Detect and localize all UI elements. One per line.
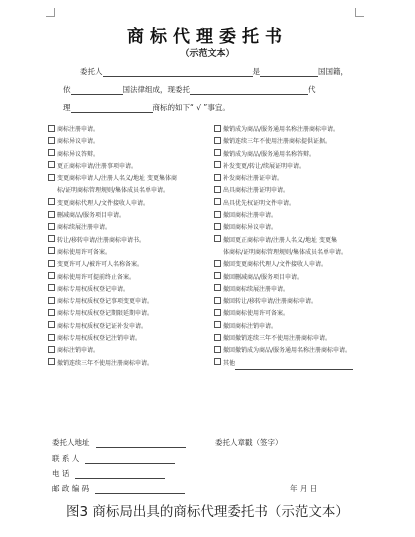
right-checklist-item-label: 其他 — [223, 359, 236, 367]
trademark-line — [63, 102, 230, 113]
checkbox-icon[interactable] — [48, 334, 55, 341]
left-checklist-item-label: 变更商标代理人/文件接收人申请。 — [57, 199, 150, 207]
commission-label: 国法律组成，现委托 — [122, 85, 190, 94]
right-checklist-item[interactable] — [214, 308, 379, 320]
right-checklist-item[interactable] — [214, 124, 379, 136]
right-checklist-item[interactable] — [214, 161, 379, 173]
left-checklist-item-label: 变更商标申请人/注册人名义/地址 变更集体商 — [57, 175, 177, 183]
checkbox-icon[interactable] — [48, 125, 55, 132]
date-label: 年 月 日 — [290, 484, 318, 493]
postcode-label: 邮 政 编 码 — [52, 484, 90, 493]
checkbox-icon[interactable] — [48, 161, 55, 168]
right-checklist-item-label: 出具优先权证明文件申请。 — [223, 199, 296, 207]
contact-row — [52, 453, 175, 464]
left-checklist-item-label: 变更许可人/被许可人名称备案。 — [57, 261, 144, 269]
left-checklist-item-label: 更正商标申请/注册事项申请。 — [57, 162, 138, 170]
checkbox-icon[interactable] — [48, 247, 55, 254]
checkbox-icon[interactable] — [48, 235, 55, 242]
left-checklist-item[interactable] — [48, 321, 213, 333]
left-checklist-item-label: 商标专用权质权登记申请。 — [57, 285, 130, 293]
right-checklist-item-label: 撤回商标注册申请。 — [223, 212, 278, 220]
contact-blank[interactable] — [85, 455, 175, 464]
left-checklist-item[interactable] — [48, 358, 213, 370]
checkbox-icon[interactable] — [48, 358, 55, 365]
address-row — [52, 437, 186, 448]
right-checklist-item-label: 撤回删减商品/服务项目申请。 — [223, 273, 304, 281]
country-law-blank[interactable] — [71, 86, 123, 95]
checkbox-icon[interactable] — [48, 321, 55, 328]
figure-caption: 图3 商标局出具的商标代理委托书（示范文本） — [66, 504, 349, 520]
right-checklist-item[interactable] — [214, 222, 379, 234]
document-subtitle: （示范文本） — [180, 49, 235, 59]
left-checklist-item-label: 商标注销申请。 — [57, 347, 100, 355]
phone-row — [52, 468, 165, 479]
checkbox-icon[interactable] — [48, 284, 55, 291]
checkbox-icon[interactable] — [214, 272, 221, 279]
left-checklist-item-label: 商标使用许可提前终止备案。 — [57, 273, 136, 281]
checkbox-icon[interactable] — [48, 174, 55, 181]
phone-label: 电 话 — [52, 469, 70, 478]
nationality-blank[interactable] — [260, 68, 318, 77]
left-checklist — [48, 124, 213, 370]
principal-label: 委托人 — [80, 67, 103, 76]
checkbox-icon[interactable] — [214, 309, 221, 316]
right-checklist-item-label: 撤回撤销连续三年不使用注册商标申请。 — [223, 335, 332, 343]
left-checklist-item[interactable] — [48, 272, 213, 284]
checkbox-icon[interactable] — [48, 346, 55, 353]
left-checklist-item-label: 删减商品/服务项目申请。 — [57, 212, 126, 220]
checkbox-icon[interactable] — [214, 198, 221, 205]
principal-line — [80, 66, 348, 77]
checkbox-icon[interactable] — [214, 284, 221, 291]
right-checklist-item-label: 出具商标注册证明申请。 — [223, 187, 290, 195]
right-checklist-item[interactable] — [214, 210, 379, 222]
checkbox-icon[interactable] — [214, 235, 221, 242]
right-checklist-item[interactable] — [214, 358, 379, 370]
right-checklist-item-label: 撤回转让/移转申请/注册商标申请。 — [223, 298, 318, 306]
checkbox-icon[interactable] — [214, 260, 221, 267]
checkbox-icon[interactable] — [214, 346, 221, 353]
checkbox-icon[interactable] — [48, 260, 55, 267]
agent-name-blank[interactable] — [190, 86, 308, 95]
right-checklist-item — [214, 247, 379, 259]
right-checklist-item-label: 撤回撤销成为商品/服务通用名称注册商标申请。 — [223, 347, 352, 355]
postcode-blank[interactable] — [95, 485, 185, 494]
left-checklist-item-label: 商标专用权质权登记期限延期申请。 — [57, 310, 154, 318]
left-checklist-item[interactable] — [48, 198, 213, 210]
checkbox-icon[interactable] — [48, 198, 55, 205]
right-checklist-item-label: 撤销连续三年不使用注册商标提供证据。 — [223, 138, 332, 146]
right-checklist-item[interactable] — [214, 272, 379, 284]
left-checklist-item[interactable] — [48, 296, 213, 308]
right-checklist-item-label: 撤销成为商品/服务通用名称答辩。 — [223, 150, 316, 158]
right-checklist — [214, 124, 379, 370]
right-checklist-item[interactable] — [214, 333, 379, 345]
other-blank[interactable] — [235, 363, 353, 370]
date-row — [290, 483, 317, 494]
checkbox-icon[interactable] — [214, 321, 221, 328]
checkbox-icon[interactable] — [48, 149, 55, 156]
right-checklist-item-label: 体商标/证明商标管理规则/集体成员名单申请。 — [223, 248, 348, 256]
document-title: 商标代理委托书 — [127, 27, 288, 47]
crop-mark-top-left — [46, 8, 55, 17]
left-checklist-item[interactable] — [48, 124, 213, 136]
right-checklist-item-label: 撤回商标使用许可备案。 — [223, 310, 290, 318]
checkbox-icon[interactable] — [48, 137, 55, 144]
left-checklist-item[interactable] — [48, 235, 213, 247]
right-checklist-item-label: 撤销成为商品/服务通用名称注册商标申请。 — [223, 126, 340, 133]
principal-name-blank[interactable] — [103, 68, 253, 77]
right-checklist-item[interactable] — [214, 345, 379, 357]
left-checklist-item-label: 商标异议答辩。 — [57, 150, 100, 158]
checkbox-icon[interactable] — [214, 149, 221, 156]
is-label: 是 — [252, 67, 260, 76]
checkbox-icon[interactable] — [48, 223, 55, 230]
right-checklist-item[interactable] — [214, 149, 379, 161]
checkbox-icon[interactable] — [48, 297, 55, 304]
nationality-label: 国国籍， — [318, 67, 348, 76]
left-checklist-item-label: 转让/移转申请/注册商标申请书。 — [57, 236, 146, 244]
left-checklist-item[interactable] — [48, 149, 213, 161]
matters-label: 商标的如下“ √ ”事宜。 — [152, 103, 230, 112]
checkbox-icon[interactable] — [214, 125, 221, 132]
checkbox-icon[interactable] — [214, 297, 221, 304]
right-checklist-item-label: 撤回更正商标申请/注册人名义/地址 变更集 — [223, 236, 337, 244]
right-checklist-item-label: 撤回商标异议申请。 — [223, 224, 278, 232]
address-blank[interactable] — [96, 439, 186, 448]
seal-row — [215, 437, 283, 448]
checkbox-icon[interactable] — [214, 211, 221, 218]
right-checklist-item[interactable] — [214, 259, 379, 271]
checkbox-icon[interactable] — [214, 186, 221, 193]
checkbox-icon[interactable] — [214, 223, 221, 230]
right-checklist-item[interactable] — [214, 173, 379, 185]
right-checklist-item[interactable] — [214, 284, 379, 296]
left-checklist-item[interactable] — [48, 259, 213, 271]
left-checklist-item[interactable] — [48, 173, 213, 185]
left-checklist-item-label: 商标专用权质权登记事项变更申请。 — [57, 298, 154, 306]
left-checklist-item[interactable] — [48, 284, 213, 296]
crop-mark-top-right — [355, 8, 364, 17]
left-checklist-item-label: 撤销连续三年不使用注册商标申请。 — [57, 359, 154, 367]
left-checklist-item[interactable] — [48, 345, 213, 357]
left-checklist-item[interactable] — [48, 247, 213, 259]
left-checklist-item-label: 标/证明商标管理规则/集体成员名单申请。 — [57, 187, 170, 195]
checkbox-icon[interactable] — [214, 137, 221, 144]
right-checklist-item-label: 补发变更/转让/续展证明申请。 — [223, 162, 306, 170]
left-checklist-item-label: 商标异议申请。 — [57, 138, 100, 146]
left-checklist-item-label: 商标专用权质权登记注销申请。 — [57, 335, 142, 343]
right-checklist-item-label: 补发商标注册证申请。 — [223, 175, 284, 183]
checkbox-icon[interactable] — [214, 334, 221, 341]
left-checklist-item[interactable] — [48, 308, 213, 320]
checkbox-icon[interactable] — [214, 174, 221, 181]
right-checklist-item-label: 撤回商标续展注册申请。 — [223, 285, 290, 293]
phone-blank[interactable] — [75, 470, 165, 479]
checkbox-icon[interactable] — [48, 211, 55, 218]
checkbox-icon[interactable] — [214, 161, 221, 168]
right-checklist-item[interactable] — [214, 296, 379, 308]
right-checklist-item[interactable] — [214, 198, 379, 210]
law-line — [63, 84, 316, 95]
left-checklist-item[interactable] — [48, 210, 213, 222]
contact-label: 联 系 人 — [52, 454, 80, 463]
right-checklist-item[interactable] — [214, 321, 379, 333]
right-checklist-item[interactable] — [214, 235, 379, 247]
left-checklist-item-label: 商标使用许可备案。 — [57, 248, 112, 256]
right-checklist-item-label: 撤回变更商标代理人/文件接收人申请。 — [223, 261, 328, 269]
left-checklist-item[interactable] — [48, 333, 213, 345]
left-checklist-item[interactable] — [48, 161, 213, 173]
according-label: 依 — [63, 85, 71, 94]
checkbox-icon[interactable] — [48, 309, 55, 316]
left-checklist-item[interactable] — [48, 136, 213, 148]
checkbox-icon[interactable] — [48, 272, 55, 279]
agent-label: 代 — [308, 85, 316, 94]
trademark-name-blank[interactable] — [71, 104, 153, 113]
address-label: 委托人地址 — [52, 438, 90, 447]
left-checklist-item-label: 商标专用权质权登记证补发申请。 — [57, 322, 148, 330]
postcode-row — [52, 483, 185, 494]
right-checklist-item-label: 撤回商标注销申请。 — [223, 322, 278, 330]
seal-label: 委托人章戳（签字） — [215, 438, 283, 447]
left-checklist-item-label: 商标续展注册申请。 — [57, 224, 112, 232]
left-checklist-item — [48, 185, 213, 197]
checkbox-icon[interactable] — [214, 358, 221, 365]
right-checklist-item[interactable] — [214, 185, 379, 197]
right-checklist-item[interactable] — [214, 136, 379, 148]
handle-label: 理 — [63, 103, 71, 112]
left-checklist-item[interactable] — [48, 222, 213, 234]
left-checklist-item-label: 商标注册申请。 — [57, 126, 100, 133]
